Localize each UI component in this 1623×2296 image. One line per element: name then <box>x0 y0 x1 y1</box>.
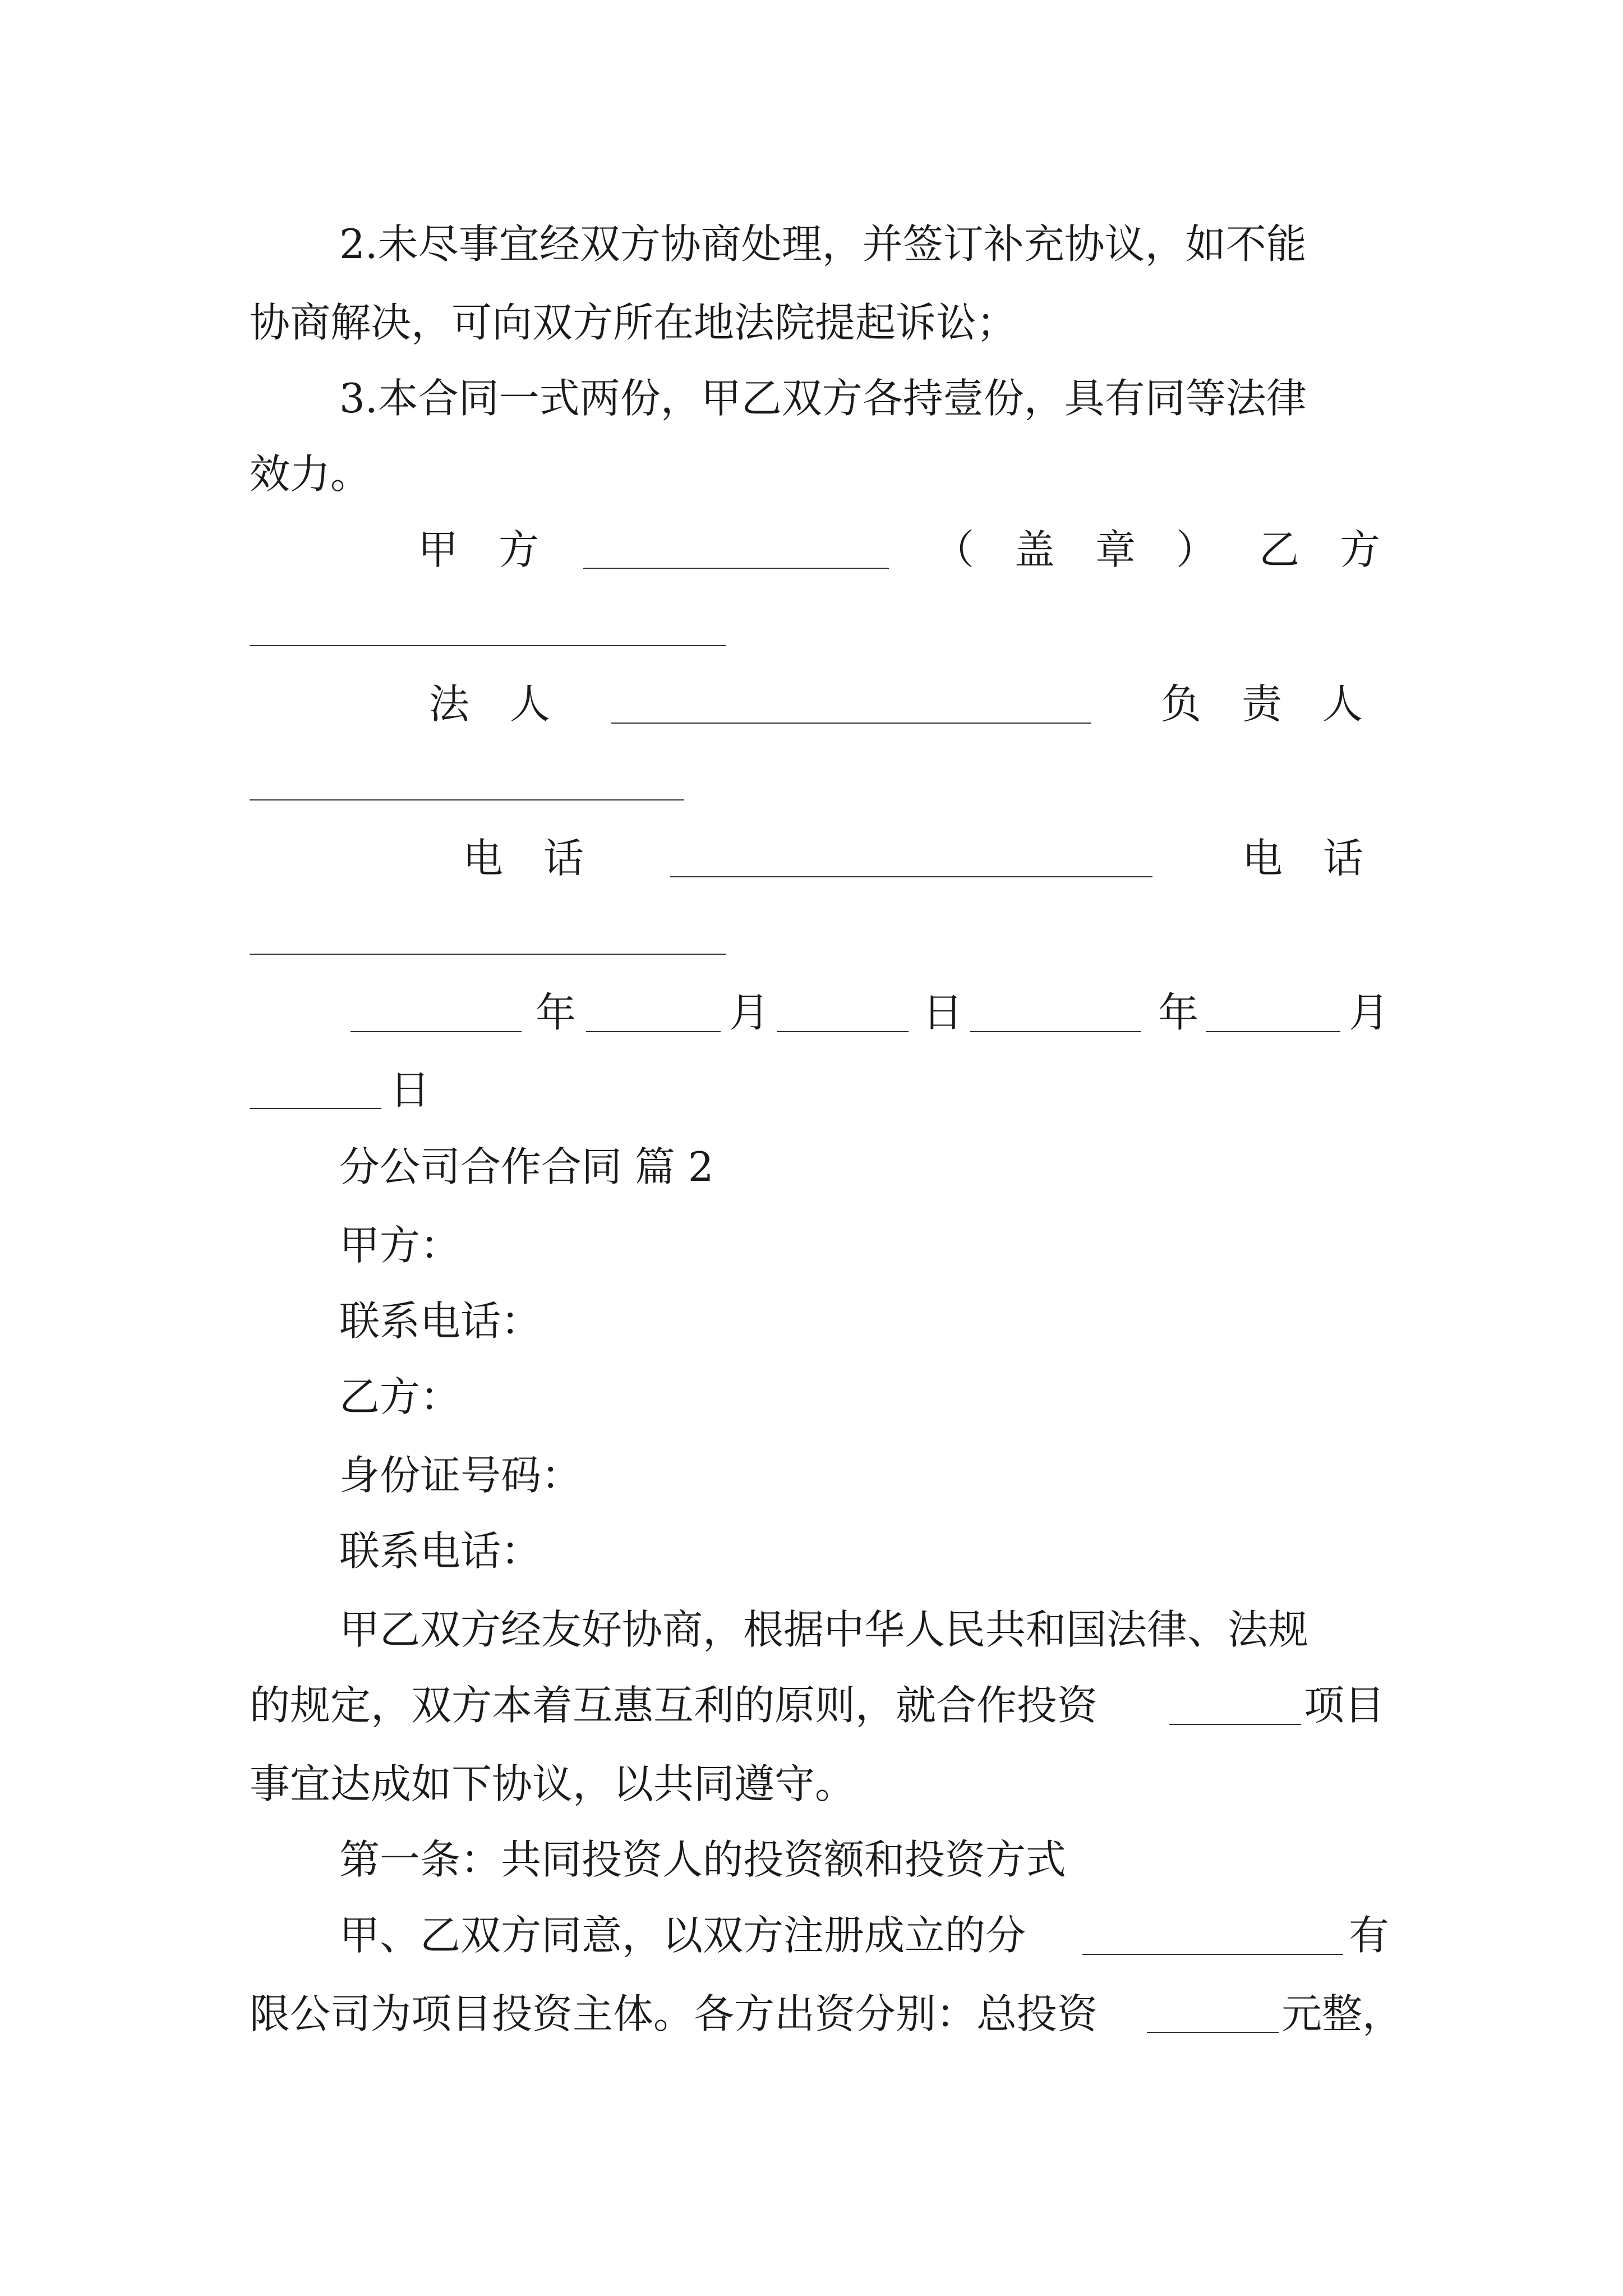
date-a-day-label: 日 <box>923 989 963 1036</box>
paragraph-1-line-1: 甲乙双方经友好协商，根据中华人民共和国法律、法规 <box>339 1606 1309 1653</box>
clause-3-line-1: 3.本合同一式两份，甲乙双方各持壹份，具有同等法律 <box>339 375 1307 422</box>
project-blank <box>1169 1724 1301 1725</box>
clause-2-line-2: 协商解决，可向双方所在地法院提起诉讼； <box>250 299 1017 346</box>
date-b-month-blank <box>1206 1031 1340 1032</box>
phone-a-blank <box>670 876 1152 877</box>
clause-3-line-2: 效力。 <box>250 450 371 498</box>
phone-field-label-1: 联系电话： <box>339 1297 542 1345</box>
section-2-title: 分公司合作合同 篇 2 <box>339 1143 714 1190</box>
paragraph-1-line-2b: 项目 <box>1304 1682 1385 1729</box>
legal-person-blank <box>611 723 1091 724</box>
paragraph-1-line-3: 事宜达成如下协议，以共同遵守。 <box>250 1760 856 1807</box>
date-b-day-blank <box>250 1108 381 1109</box>
paragraph-1-line-2a: 的规定，双方本着互惠互利的原则，就合作投资 <box>250 1682 1098 1729</box>
party-b-label: 乙 方 <box>1259 526 1381 573</box>
paragraph-2-line-1a: 甲、乙双方同意，以双方注册成立的分 <box>339 1912 1026 1959</box>
party-a-field-label: 甲方： <box>339 1222 461 1269</box>
date-b-year-label: 年 <box>1158 989 1199 1036</box>
date-a-month-label: 月 <box>729 989 770 1036</box>
paragraph-2-line-1b: 有 <box>1349 1912 1390 1959</box>
date-a-year-label: 年 <box>536 989 577 1036</box>
date-a-month-blank <box>586 1031 721 1032</box>
party-a-label: 甲 方 <box>418 526 540 573</box>
legal-person-label: 法 人 <box>429 680 551 728</box>
paragraph-2-line-2b: 元整， <box>1281 1990 1403 2037</box>
phone-b-blank <box>250 954 726 955</box>
date-b-month-label: 月 <box>1349 989 1390 1036</box>
responsible-blank <box>250 799 684 800</box>
article-1-heading: 第一条：共同投资人的投资额和投资方式 <box>339 1836 1067 1883</box>
date-a-day-blank <box>777 1031 909 1032</box>
branch-name-blank <box>1082 1954 1343 1955</box>
paragraph-2-line-2a: 限公司为项目投资主体。各方出资分别：总投资 <box>250 1990 1098 2037</box>
date-b-day-label: 日 <box>390 1066 431 1114</box>
clause-2-line-1: 2.未尽事宜经双方协商处理，并签订补充协议，如不能 <box>339 220 1307 268</box>
seal-label: （ 盖 章 ） <box>934 526 1217 573</box>
responsible-label: 负 责 人 <box>1161 680 1363 728</box>
phone-b-label: 电 话 <box>1242 835 1364 882</box>
total-investment-blank <box>1147 2032 1279 2033</box>
phone-a-label: 电 话 <box>463 835 584 882</box>
date-b-year-blank <box>970 1031 1141 1032</box>
party-b-blank <box>250 645 726 646</box>
date-a-year-blank <box>351 1031 522 1032</box>
party-a-blank <box>583 568 889 569</box>
party-b-field-label: 乙方： <box>339 1373 461 1420</box>
id-number-field-label: 身份证号码： <box>339 1452 582 1499</box>
phone-field-label-2: 联系电话： <box>339 1527 542 1575</box>
